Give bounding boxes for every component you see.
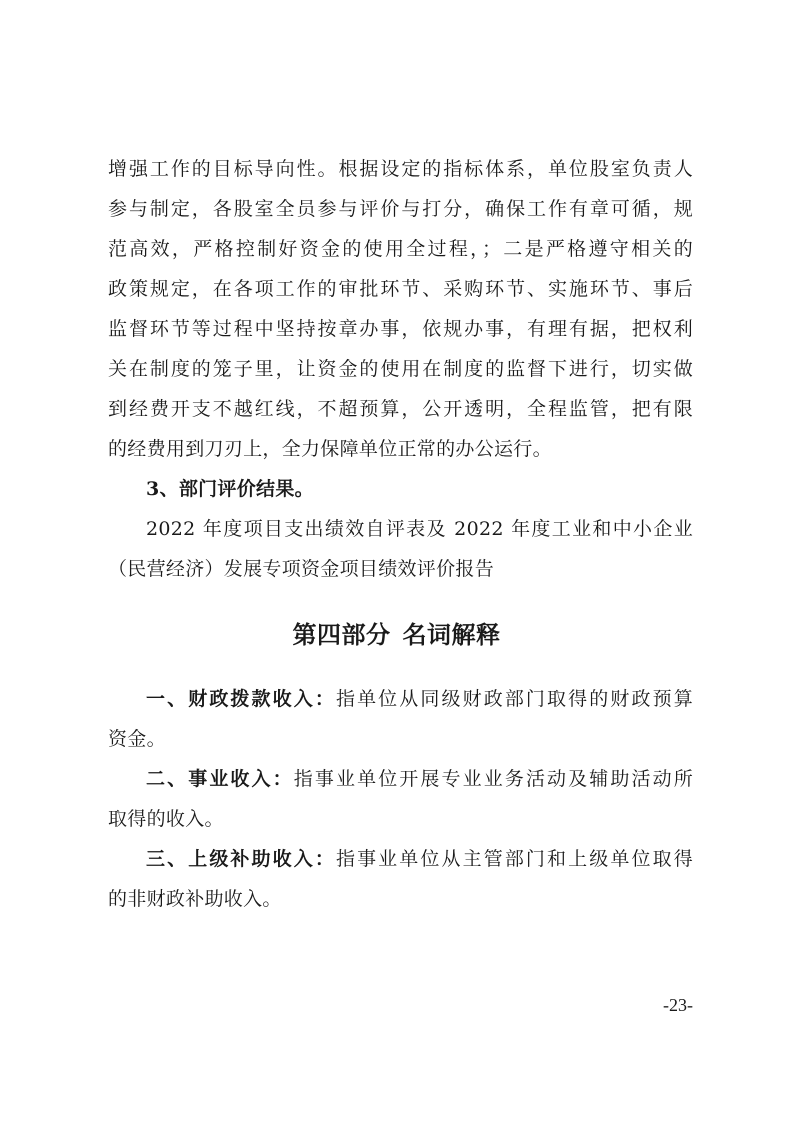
paragraph-line: 参与制定，各股室全员参与评价与打分，确保工作有章可循，规 xyxy=(108,198,693,220)
definition-continuation: 资金。 xyxy=(108,728,166,750)
paragraph-line: 关在制度的笼子里，让资金的使用在制度的监督下进行，切实做 xyxy=(108,358,693,380)
paragraph-line: 的经费用到刀刃上，全力保障单位正常的办公运行。 xyxy=(108,438,552,460)
paragraph-line: 增强工作的目标导向性。根据设定的指标体系，单位股室负责人 xyxy=(108,158,693,180)
section-line: 2022 年度项目支出绩效自评表及 2022 年度工业和中小企业 xyxy=(146,518,693,540)
definition-term: 一、财政拨款收入： xyxy=(146,688,336,710)
section-title: 3、部门评价结果。 xyxy=(146,478,314,500)
page-number: -23- xyxy=(663,995,693,1015)
definition-continuation: 的非财政补助收入。 xyxy=(108,888,282,910)
definition-line xyxy=(146,844,693,874)
section-line: （民营经济）发展专项资金项目绩效评价报告 xyxy=(108,558,495,580)
paragraph-line: 到经费开支不越红线，不超预算，公开透明，全程监管，把有限 xyxy=(108,398,693,420)
part-heading-number: 第四部分 xyxy=(292,620,391,649)
definition-text: 指单位从同级财政部门取得的财政预算 xyxy=(335,688,693,710)
definition-line xyxy=(146,764,693,794)
part-heading xyxy=(0,619,793,651)
definition-text: 指事业单位开展专业业务活动及辅助活动所 xyxy=(293,768,693,790)
part-heading-name: 名词解释 xyxy=(402,620,501,649)
definition-text: 指事业单位从主管部门和上级单位取得 xyxy=(335,848,693,870)
paragraph-line: 政策规定，在各项工作的审批环节、采购环节、实施环节、事后 xyxy=(108,278,693,300)
paragraph-line: 范高效，严格控制好资金的使用全过程，；二是严格遵守相关的 xyxy=(108,238,693,260)
paragraph-line: 监督环节等过程中坚持按章办事，依规办事，有理有据，把权利 xyxy=(108,318,693,340)
definition-line xyxy=(146,684,693,714)
definition-term: 二、事业收入： xyxy=(146,768,294,790)
definition-term: 三、上级补助收入： xyxy=(146,848,336,870)
definition-continuation: 取得的收入。 xyxy=(108,808,224,830)
